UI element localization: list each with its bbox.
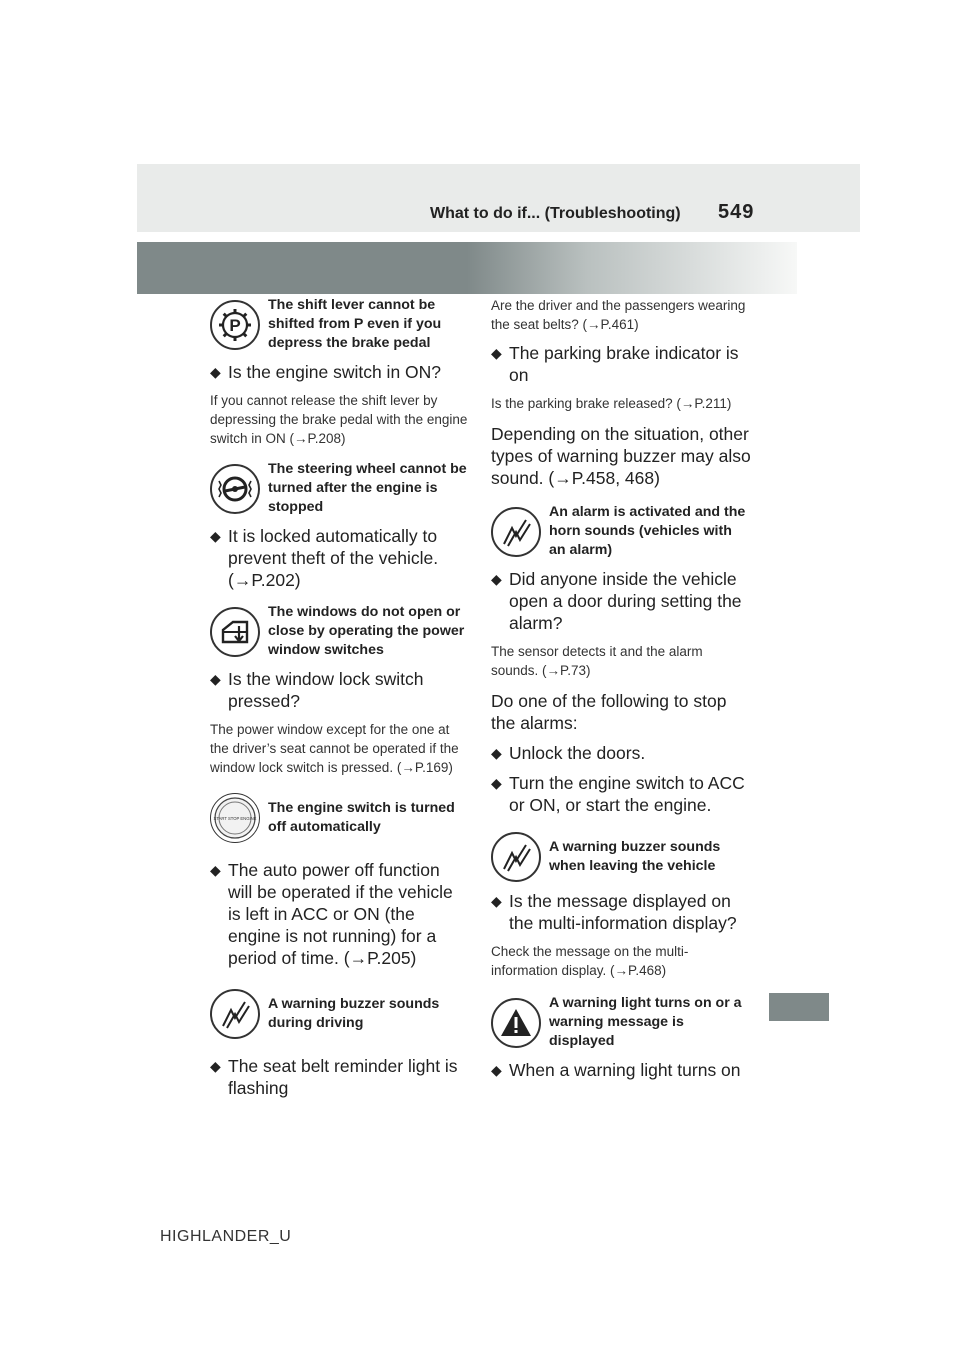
note-text: Is the parking brake released? (→P.211) (491, 396, 732, 411)
chapter-tab (769, 993, 829, 1021)
bullet-item: ◆ Unlock the doors. (491, 743, 646, 763)
note-text: If you cannot release the shift lever by depressing the brake pedal with the engine switch in ON (→P.208) (210, 393, 468, 446)
page-number: 549 (718, 201, 755, 223)
topic-buzzer-leaving (491, 832, 751, 882)
bullet-item: ◆ Is the window lock switch pressed? (210, 669, 424, 711)
topic-title: The engine switch is turned off automatically (268, 800, 455, 835)
topic-steering (210, 460, 468, 517)
right-column (491, 296, 751, 1081)
steering-lock-icon (210, 464, 260, 514)
footer-model: HIGHLANDER_U (160, 1228, 292, 1245)
topic-alarm (491, 503, 751, 560)
bullet-item: ◆ The parking brake indicator is on (491, 343, 739, 385)
topic-title: The steering wheel cannot be turned after the engine is stopped (268, 461, 467, 515)
svg-text:P: P (229, 315, 241, 335)
topic-title: The shift lever cannot be shifted from P even if you depress the brake pedal (268, 297, 442, 351)
window-lock-icon (210, 607, 260, 657)
topic-title: A warning light turns on or a warning message is displayed (549, 995, 742, 1049)
topic-shift-lever (210, 296, 468, 353)
topic-buzzer-driving (210, 989, 468, 1039)
topic-title: A warning buzzer sounds when leaving the vehicle (549, 839, 721, 874)
shift-lock-p-icon (210, 300, 260, 350)
topic-title: An alarm is activated and the horn sounds (vehicles with an alarm) (549, 504, 746, 558)
bullet-item: ◆ Is the engine switch in ON? (210, 362, 442, 382)
bullet-item: ◆ The seat belt reminder light is flashing (210, 1056, 458, 1098)
topic-engine-switch (210, 793, 468, 843)
warning-buzzer-icon (491, 507, 541, 557)
paragraph-text: Do one of the following to stop the alarms: (491, 691, 727, 733)
warning-triangle-icon (491, 998, 541, 1048)
note-text: Are the driver and the passengers wearing the seat belts? (→P.461) (491, 298, 746, 332)
bullet-item: ◆ The auto power off function will be operated if the vehicle is left in ACC or ON (the engine is not running) for a period of time. (→P.205) (210, 860, 453, 968)
note-text: The sensor detects it and the alarm sounds. (→P.73) (491, 644, 703, 678)
paragraph-text: Depending on the situation, other types of warning buzzer may also sound. (→P.458, 468) (491, 424, 751, 488)
svg-text:START STOP ENGINE: START STOP ENGINE (213, 816, 257, 821)
bullet-item: ◆ Is the message displayed on the multi-information display? (491, 891, 737, 933)
chapter-band (137, 242, 797, 294)
bullet-item: ◆ Did anyone inside the vehicle open a door during setting the alarm? (491, 569, 742, 633)
topic-windows (210, 603, 468, 660)
bullet-item: ◆ When a warning light turns on (491, 1060, 741, 1080)
note-text: The power window except for the one at the driver’s seat cannot be operated if the window lock switch is pressed. (→P.169) (210, 722, 459, 775)
left-column (210, 296, 468, 1099)
topic-warning-light (491, 994, 751, 1051)
engine-start-stop-icon (210, 793, 260, 843)
warning-buzzer-icon (210, 989, 260, 1039)
bullet-item: ◆ It is locked automatically to prevent theft of the vehicle. (→P.202) (210, 526, 439, 590)
warning-buzzer-icon (491, 832, 541, 882)
topic-title: A warning buzzer sounds during driving (268, 996, 440, 1031)
bullet-item: ◆ Turn the engine switch to ACC or ON, or start the engine. (491, 773, 745, 815)
section-title: What to do if... (Troubleshooting) (430, 205, 681, 222)
topic-title: The windows do not open or close by operating the power window switches (268, 604, 465, 658)
note-text: Check the message on the multi-information display. (→P.468) (491, 944, 689, 978)
